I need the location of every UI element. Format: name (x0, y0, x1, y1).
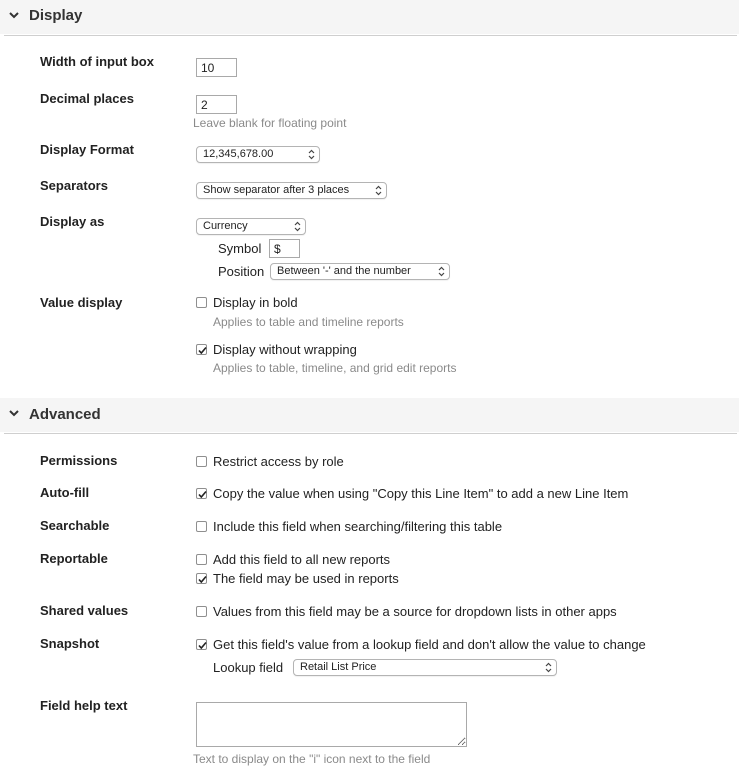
shared-values-checkbox[interactable] (196, 606, 207, 617)
select-arrows-icon (545, 662, 552, 673)
width-input-label: Width of input box (40, 54, 154, 69)
display-format-value: 12,345,678.00 (203, 148, 274, 160)
chevron-down-icon (8, 9, 20, 21)
display-as-select[interactable] (196, 218, 306, 235)
symbol-field[interactable] (269, 239, 300, 258)
searchable-label: Searchable (40, 518, 110, 533)
help-text-textarea[interactable] (196, 702, 467, 747)
add-to-reports-checkbox[interactable] (196, 554, 207, 565)
shared-values-label: Shared values (40, 603, 129, 618)
display-section-title: Display (29, 7, 83, 24)
separators-select[interactable] (196, 182, 387, 199)
advanced-section-header[interactable] (0, 398, 739, 432)
shared-values-option-label[interactable]: Values from this field may be a source for dropdown lists in other apps (213, 604, 617, 619)
separators-label: Separators (40, 178, 108, 193)
checkmark-icon (197, 489, 208, 500)
decimal-places-hint: Leave blank for floating point (193, 116, 347, 130)
autofill-option-label[interactable]: Copy the value when using "Copy this Line Item" to add a new Line Item (213, 486, 629, 501)
separators-value: Show separator after 3 places (203, 184, 350, 196)
used-in-reports-checkbox[interactable] (196, 573, 207, 584)
symbol-label: Symbol (218, 241, 262, 256)
display-divider (4, 35, 737, 36)
select-arrows-icon (294, 221, 301, 232)
position-label: Position (218, 264, 265, 279)
searchable-option-label[interactable]: Include this field when searching/filtering this table (213, 519, 503, 534)
value-display-label: Value display (40, 295, 123, 310)
lookup-field-label: Lookup field (213, 660, 284, 675)
advanced-section-title: Advanced (29, 406, 101, 423)
add-to-reports-label[interactable]: Add this field to all new reports (213, 552, 391, 567)
help-text-hint: Text to display on the "i" icon next to the field (193, 752, 431, 766)
position-select[interactable] (270, 263, 450, 280)
reportable-label: Reportable (40, 551, 108, 566)
select-arrows-icon (438, 266, 445, 277)
display-format-select[interactable] (196, 146, 320, 163)
display-section-header[interactable] (0, 0, 739, 34)
checkmark-icon (197, 640, 208, 651)
display-format-label: Display Format (40, 142, 134, 157)
snapshot-label: Snapshot (40, 636, 100, 651)
width-input-field[interactable] (196, 58, 237, 77)
chevron-down-icon (8, 407, 20, 419)
display-as-label: Display as (40, 214, 105, 229)
display-nowrap-hint: Applies to table, timeline, and grid edit reports (213, 361, 457, 375)
snapshot-option-label[interactable]: Get this field's value from a lookup field and don't allow the value to change (213, 637, 646, 652)
searchable-checkbox[interactable] (196, 521, 207, 532)
permissions-label: Permissions (40, 453, 118, 468)
decimal-places-field[interactable] (196, 95, 237, 114)
display-bold-checkbox[interactable] (196, 297, 207, 308)
display-nowrap-label[interactable]: Display without wrapping (213, 342, 357, 357)
restrict-access-label[interactable]: Restrict access by role (213, 454, 344, 469)
autofill-label: Auto-fill (40, 485, 90, 500)
help-text-label: Field help text (40, 698, 128, 713)
display-bold-hint: Applies to table and timeline reports (213, 315, 404, 329)
display-as-value: Currency (203, 220, 248, 232)
checkmark-icon (197, 574, 208, 585)
advanced-divider (4, 433, 737, 434)
display-bold-label[interactable]: Display in bold (213, 295, 298, 310)
select-arrows-icon (308, 149, 315, 160)
snapshot-checkbox[interactable] (196, 639, 207, 650)
autofill-checkbox[interactable] (196, 488, 207, 499)
restrict-access-checkbox[interactable] (196, 456, 207, 467)
lookup-field-value: Retail List Price (300, 661, 377, 673)
position-value: Between '-' and the number (277, 265, 411, 277)
display-nowrap-checkbox[interactable] (196, 344, 207, 355)
select-arrows-icon (375, 185, 382, 196)
checkmark-icon (197, 345, 208, 356)
used-in-reports-label[interactable]: The field may be used in reports (213, 571, 399, 586)
lookup-field-select[interactable] (293, 659, 557, 676)
decimal-places-label: Decimal places (40, 91, 134, 106)
